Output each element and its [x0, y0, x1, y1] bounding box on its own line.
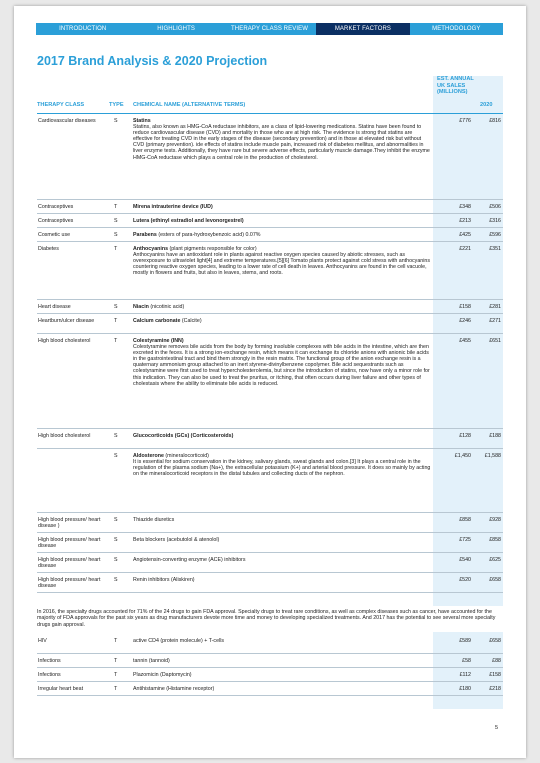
- therapy-class-cell: Infections: [38, 658, 61, 664]
- chemical-alt-terms: Plazomicin (Daptomycin): [133, 672, 192, 678]
- therapy-class-cell: High blood pressure/ heart disease: [38, 557, 101, 570]
- est-sales-cell: £425: [459, 232, 471, 238]
- chemical-alt-terms: (Calcite): [180, 318, 202, 324]
- chemical-name-cell: [133, 672, 431, 678]
- type-cell: T: [114, 246, 118, 252]
- therapy-class-cell: Heartburn/ulcer disease: [38, 318, 95, 324]
- type-cell: S: [114, 517, 118, 523]
- page-number: 5: [495, 725, 499, 731]
- therapy-class-cell: Irregular heart beat: [38, 686, 84, 692]
- sales-2020-cell: £88: [492, 658, 501, 664]
- chemical-name-cell: [133, 453, 431, 477]
- table-row: [37, 573, 503, 593]
- table-row: [37, 682, 503, 696]
- sales-2020-cell: £158: [489, 672, 501, 678]
- table-row: [37, 300, 503, 314]
- chemical-alt-terms: Beta blockers (acebutolol & atenolol): [133, 537, 220, 543]
- chemical-description: Statins, also known as HMG-CoA reductase inhibitors, are a class of lipid-lowering medications. Statins have been found to reduce cardiovascular disease (CVD) and mortality in those who are at high risk. The evidence is strong that statins are effective for treating CVD in the early stages of the disease (secondary prevention) and in those at elevated risk but without CVD (primary prevention). ide effects of statins include muscle pain, increased risk of diabetes mellitus, and abnormalities in liver enzyme tests. Additionally, they have rare but severe adverse effects, particularly muscle damage.They inhibit the enzyme HMG-CoA reductase which plays a central role in the production of cholesterol.: [133, 124, 430, 161]
- sales-2020-cell: £218: [489, 686, 501, 692]
- chemical-name: Colestyramine (INN): [133, 338, 184, 344]
- table-row: [37, 200, 503, 214]
- chemical-alt-terms: Thiazide diuretics: [133, 517, 175, 523]
- type-cell: S: [114, 232, 118, 238]
- chemical-name-cell: [133, 232, 431, 238]
- table-row: [37, 634, 503, 654]
- chemical-name: Calcium carbonate: [133, 318, 181, 324]
- type-cell: T: [114, 658, 118, 664]
- sales-2020-cell: £658: [489, 577, 501, 583]
- chemical-alt-terms: (mineralocorticoid): [163, 453, 209, 459]
- type-cell: S: [114, 433, 118, 439]
- chemical-name-cell: [133, 433, 431, 439]
- brand-table: [37, 114, 503, 593]
- chemical-description: It is essential for sodium conservation in the kidney, salivary glands, sweat glands and colon.[3] It plays a central role in the regulation of the plasma sodium (Na+), the extracellular potassium (K+) and arterial blood pressure. It does so mainly by acting on the mineralocorticoid receptors in the distal tubules and collecting ducts of the nephron.: [133, 459, 431, 478]
- table-row: [37, 228, 503, 242]
- chemical-name-cell: [133, 638, 431, 644]
- sales-2020-cell: £188: [489, 433, 501, 439]
- specialty-drugs-note: In 2016, the specialty drugs accounted for 71% of the 24 drugs to gain FDA approval. Specialty drugs to treat rare conditions, as well as complex diseases such as cancer, have accounted for the majority of FDA approvals for the past six years as drug manufacturers devote more time and money to developing specialized treatments. And 2017 has the potential to see several more specialty drugs gain approval.: [37, 609, 496, 628]
- header-type: TYPE: [109, 102, 124, 108]
- tab-introduction[interactable]: INTRODUCTION: [59, 26, 107, 32]
- sales-2020-cell: £658: [489, 638, 501, 644]
- table-row: [37, 242, 503, 300]
- therapy-class-cell: HIV: [38, 638, 47, 644]
- type-cell: S: [114, 557, 118, 563]
- type-cell: T: [114, 638, 118, 644]
- chemical-name-cell: [133, 304, 431, 310]
- sales-2020-cell: £281: [489, 304, 501, 310]
- est-sales-cell: £221: [459, 246, 471, 252]
- est-sales-cell: £858: [459, 517, 471, 523]
- brand-table-continued: [37, 634, 503, 696]
- sales-2020-cell: £316: [489, 218, 501, 224]
- therapy-class-cell: Contraceptives: [38, 204, 74, 210]
- chemical-name-cell: [133, 246, 431, 276]
- chemical-name-cell: [133, 686, 431, 692]
- est-sales-cell: £540: [459, 557, 471, 563]
- est-sales-cell: £158: [459, 304, 471, 310]
- chemical-name-cell: [133, 517, 431, 523]
- sales-2020-cell: £596: [489, 232, 501, 238]
- tab-therapy-class-review[interactable]: THERAPY CLASS REVIEW: [231, 26, 308, 32]
- chemical-name-cell: [133, 218, 431, 224]
- therapy-class-cell: High blood pressure/ heart disease: [38, 537, 101, 550]
- type-cell: T: [114, 338, 118, 344]
- chemical-name: Glucocorticoids (GCs) (Corticosteroids): [133, 433, 234, 439]
- type-cell: S: [114, 537, 118, 543]
- type-cell: S: [114, 304, 118, 310]
- therapy-class-cell: High blood pressure/ heart disease ): [38, 517, 101, 530]
- sales-2020-cell: £351: [489, 246, 501, 252]
- therapy-class-cell: Contraceptives: [38, 218, 74, 224]
- table-row: [37, 334, 503, 429]
- chemical-name: Statins: [133, 118, 151, 124]
- type-cell: T: [114, 204, 118, 210]
- est-sales-cell: £58: [462, 658, 471, 664]
- chemical-name-cell: [133, 338, 431, 387]
- therapy-class-cell: High blood cholesterol: [38, 338, 91, 344]
- table-row: [37, 553, 503, 573]
- section-nav: [36, 23, 503, 35]
- therapy-class-cell: Cardiovascular diseases: [38, 118, 96, 124]
- therapy-class-cell: Infections: [38, 672, 61, 678]
- type-cell: T: [114, 318, 118, 324]
- table-row: [37, 654, 503, 668]
- chemical-name: Parabens: [133, 232, 157, 238]
- sales-2020-cell: £1,588: [484, 453, 501, 459]
- chemical-alt-terms: Angiotensin-converting enzyme (ACE) inhibitors: [133, 557, 246, 563]
- chemical-name-cell: [133, 557, 431, 563]
- table-row: [37, 513, 503, 533]
- tab-methodology[interactable]: METHODOLOGY: [432, 26, 481, 32]
- chemical-name-cell: [133, 318, 431, 324]
- chemical-name-cell: [133, 118, 431, 161]
- est-sales-cell: £776: [459, 118, 471, 124]
- type-cell: S: [114, 577, 118, 583]
- table-row: [37, 114, 503, 200]
- chemical-alt-terms: Renin inhibitors (Aliskiren): [133, 577, 195, 583]
- chemical-name-cell: [133, 577, 431, 583]
- page-title: 2017 Brand Analysis & 2020 Projection: [37, 54, 268, 68]
- sales-2020-cell: £651: [489, 338, 501, 344]
- sales-2020-cell: £928: [489, 517, 501, 523]
- est-sales-cell: £1,450: [454, 453, 471, 459]
- chemical-alt-terms: (plant pigments responsible for color): [168, 246, 257, 252]
- table-row: [37, 449, 503, 513]
- est-sales-cell: £246: [459, 318, 471, 324]
- chemical-description: Anthocyanins have an antioxidant role in plants against reactive oxygen species caused by abiotic stresses, such as overexposure to ultraviolet light[4] and extreme temperatures.[5][6] Tomato plants protect against cold stress with anthocyanins countering reactive oxygen species, leading to a lower rate of cell death in leaves. Anthocyanins are found in the cell vacuole, mostly in flowers and fruits, but also in leaves, stems, and roots.: [133, 252, 430, 277]
- chemical-name-cell: [133, 204, 431, 210]
- chemical-alt-terms: tannin (tannoid): [133, 658, 170, 664]
- header-therapy-class: THERAPY CLASS: [37, 102, 85, 108]
- therapy-class-cell: Heart disease: [38, 304, 71, 310]
- type-cell: S: [114, 218, 118, 224]
- est-sales-cell: £725: [459, 537, 471, 543]
- chemical-name-cell: [133, 537, 431, 543]
- est-sales-cell: £213: [459, 218, 471, 224]
- est-sales-cell: £455: [459, 338, 471, 344]
- chemical-alt-terms: (esters of para-hydroxybenzoic acid) 0.07%: [156, 232, 261, 238]
- est-sales-cell: £128: [459, 433, 471, 439]
- chemical-name-cell: [133, 658, 431, 664]
- chemical-alt-terms: Antihistamine (Histamine receptor): [133, 686, 215, 692]
- table-row: [37, 429, 503, 449]
- sales-2020-cell: £625: [489, 557, 501, 563]
- type-cell: T: [114, 686, 118, 692]
- document-page: [14, 6, 526, 758]
- type-cell: T: [114, 672, 118, 678]
- tab-highlights[interactable]: HIGHLIGHTS: [157, 26, 195, 32]
- est-sales-cell: £520: [459, 577, 471, 583]
- chemical-name: Mirena intrauterine device (IUD): [133, 204, 213, 210]
- chemical-name: Aldosterone: [133, 453, 164, 459]
- chemical-name: Niacin: [133, 304, 149, 310]
- chemical-alt-terms: (nicotinic acid): [148, 304, 185, 310]
- est-sales-cell: £348: [459, 204, 471, 210]
- tab-market-factors[interactable]: MARKET FACTORS: [316, 23, 409, 35]
- est-sales-cell: £180: [459, 686, 471, 692]
- type-cell: S: [114, 118, 118, 124]
- sales-2020-cell: £858: [489, 537, 501, 543]
- table-row: [37, 314, 503, 334]
- header-chemical-name: CHEMICAL NAME (ALTERNATIVE TERMS): [133, 102, 246, 108]
- therapy-class-cell: Diabetes: [38, 246, 59, 252]
- table-row: [37, 668, 503, 682]
- table-row: [37, 533, 503, 553]
- chemical-alt-terms: active CD4 (protein molecule) + T-cells: [133, 638, 225, 644]
- sales-2020-cell: £816: [489, 118, 501, 124]
- chemical-name: Anthocyanins: [133, 246, 169, 252]
- therapy-class-cell: High blood pressure/ heart disease: [38, 577, 101, 590]
- est-sales-cell: £112: [459, 672, 471, 678]
- sales-2020-cell: £506: [489, 204, 501, 210]
- chemical-description: Colestyramine removes bile acids from the body by forming insoluble complexes with bile acids in the intestine, which are then excreted in the feces. It is a strong ion-exchange resin, which means it can exchange its chloride anions with anionic bile acids in the gastrointestinal tract and bind them strongly in the resin matrix. The functional group of the anion exchange resin is a quaternary ammonium group attached to an inert styrene-divinylbenzene copolymer. Bile acid sequestrants such as colestyramine were first used to treat hypercholesterolemia, but since the introduction of statins, now have only a minor role for this indication. They can also be used to treat the pruritus, or itching, that often occurs during liver failure and other types of cholestasis where the ability to eliminate bile acids is reduced.: [133, 344, 430, 387]
- therapy-class-cell: High blood cholesterol: [38, 433, 91, 439]
- header-est-sales: EST. ANNUAL UK SALES (MILLIONS): [437, 76, 474, 95]
- therapy-class-cell: Cosmetic use: [38, 232, 71, 238]
- chemical-name: Lutera (ethinyl estradiol and levonorgestrel): [133, 218, 244, 224]
- table-row: [37, 214, 503, 228]
- type-cell: S: [114, 453, 118, 459]
- sales-2020-cell: £271: [489, 318, 501, 324]
- est-sales-cell: £589: [459, 638, 471, 644]
- table-header: [37, 76, 503, 112]
- header-2020: 2020: [480, 102, 493, 108]
